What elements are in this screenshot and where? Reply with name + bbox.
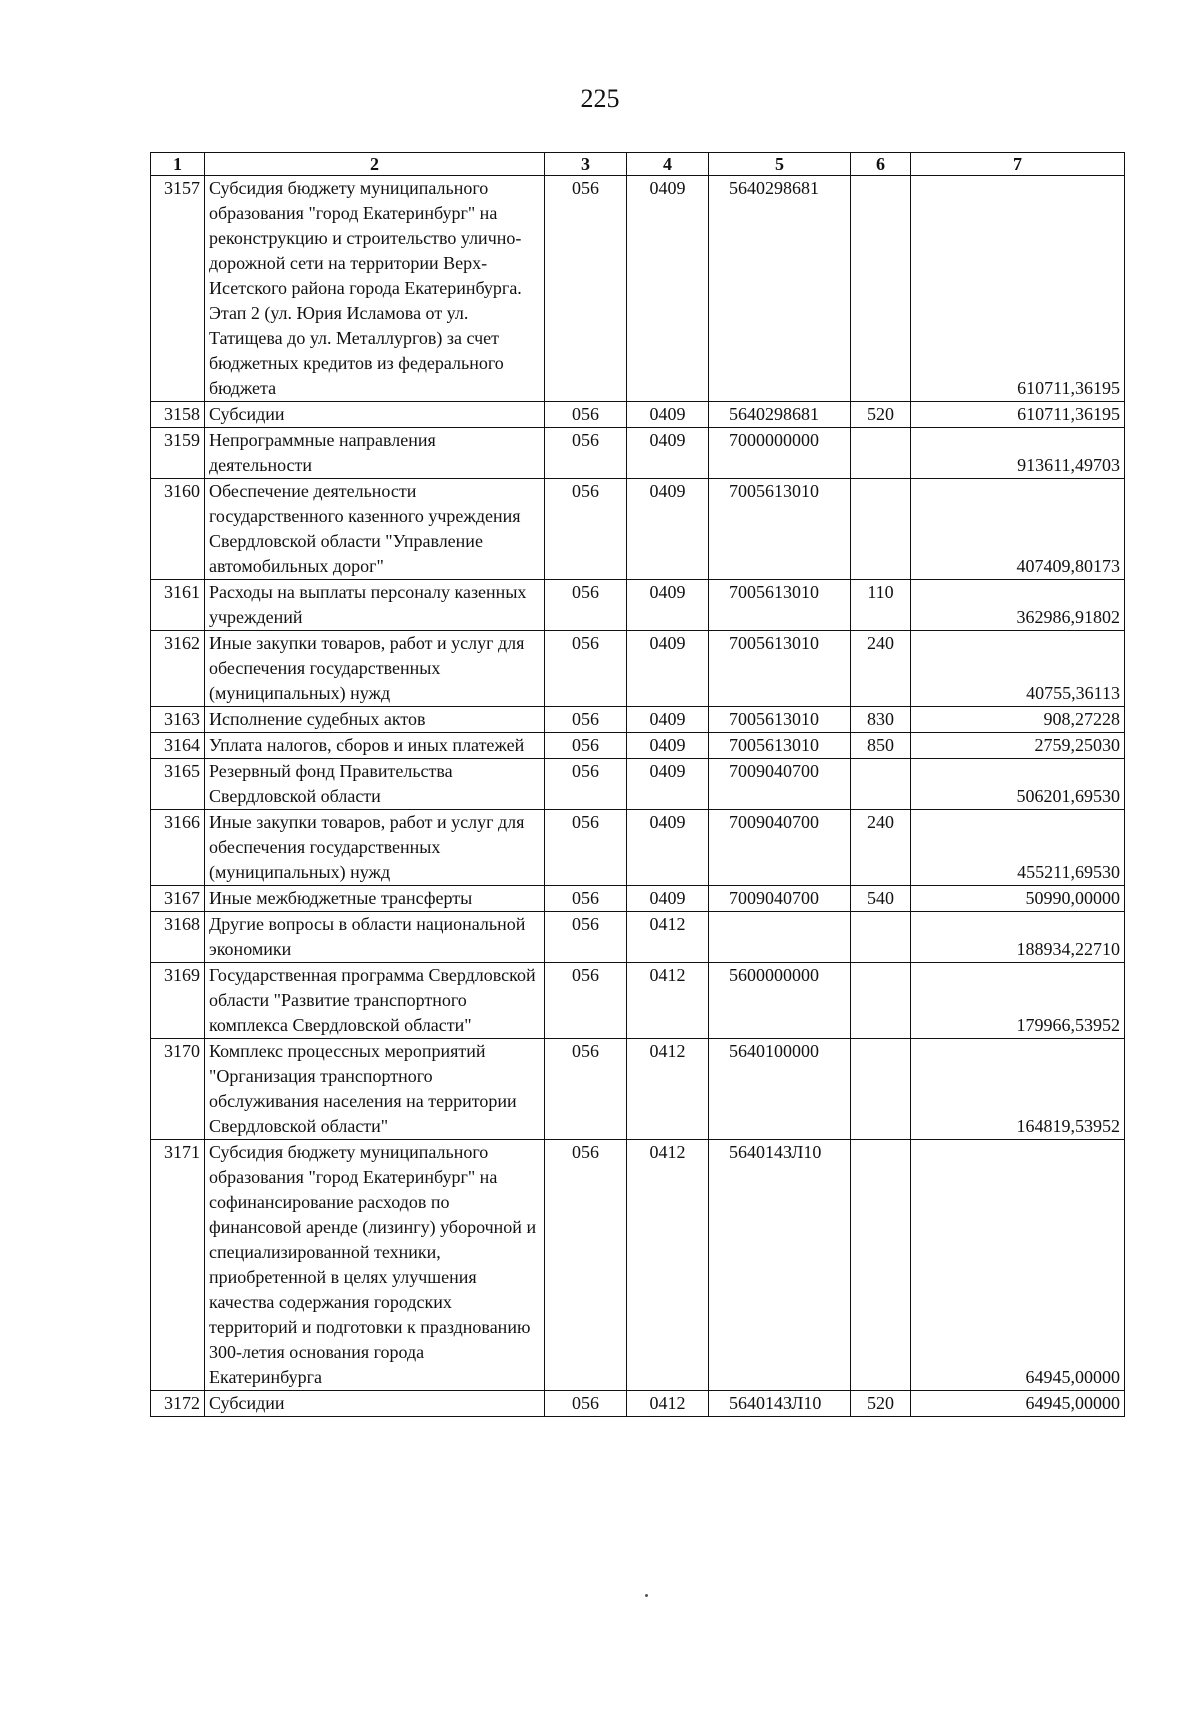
row-number-cell: 3171 <box>151 1140 205 1391</box>
amount-cell: 908,27228 <box>911 707 1125 733</box>
code-5-cell: 7009040700 <box>709 810 851 886</box>
code-5-cell: 7005613010 <box>709 631 851 707</box>
code-4-cell: 0409 <box>627 759 709 810</box>
code-3-cell: 056 <box>545 759 627 810</box>
amount-cell: 179966,53952 <box>911 963 1125 1039</box>
page-number: 225 <box>580 84 620 113</box>
row-number-cell: 3160 <box>151 479 205 580</box>
table-row <box>151 1391 1125 1417</box>
code-5-cell: 7000000000 <box>709 428 851 479</box>
col-header: 4 <box>627 153 709 176</box>
amount-cell: 610711,36195 <box>911 402 1125 428</box>
code-6-cell: 110 <box>851 580 911 631</box>
row-number-cell: 3157 <box>151 176 205 402</box>
table-row <box>151 1039 1125 1140</box>
code-5-cell <box>709 912 851 963</box>
code-6-cell: 520 <box>851 402 911 428</box>
row-name-cell: Обеспечение деятельности государственного казенного учреждения Свердловской области "Управление автомобильных дорог" <box>205 479 545 580</box>
row-number-cell: 3168 <box>151 912 205 963</box>
row-name-cell: Субсидии <box>205 1391 545 1417</box>
code-6-cell: 520 <box>851 1391 911 1417</box>
code-5-cell: 7005613010 <box>709 479 851 580</box>
table-row <box>151 631 1125 707</box>
table-row <box>151 479 1125 580</box>
col-header: 7 <box>911 153 1125 176</box>
amount-cell: 164819,53952 <box>911 1039 1125 1140</box>
row-number-cell: 3162 <box>151 631 205 707</box>
code-4-cell: 0412 <box>627 1039 709 1140</box>
row-number-cell: 3166 <box>151 810 205 886</box>
table-row <box>151 176 1125 402</box>
code-4-cell: 0412 <box>627 1140 709 1391</box>
budget-table <box>150 152 1125 1417</box>
code-4-cell: 0409 <box>627 631 709 707</box>
amount-cell: 913611,49703 <box>911 428 1125 479</box>
row-name-cell: Субсидия бюджету муниципального образования "город Екатеринбург" на реконструкцию и строительство улично-дорожной сети на территории Верх-Исетского района города Екатеринбурга. Этап 2 (ул. Юрия Исламова от ул. Татищева до ул. Металлургов) за счет бюджетных кредитов из федерального бюджета <box>205 176 545 402</box>
row-number-cell: 3169 <box>151 963 205 1039</box>
row-name-cell: Резервный фонд Правительства Свердловской области <box>205 759 545 810</box>
code-6-cell <box>851 1039 911 1140</box>
col-header: 6 <box>851 153 911 176</box>
row-number-cell: 3167 <box>151 886 205 912</box>
table-row <box>151 402 1125 428</box>
row-name-cell: Непрограммные направления деятельности <box>205 428 545 479</box>
code-3-cell: 056 <box>545 176 627 402</box>
row-name-cell: Иные закупки товаров, работ и услуг для обеспечения государственных (муниципальных) нужд <box>205 810 545 886</box>
header-row <box>151 153 1125 176</box>
row-number-cell: 3172 <box>151 1391 205 1417</box>
amount-cell: 362986,91802 <box>911 580 1125 631</box>
code-5-cell: 5640298681 <box>709 402 851 428</box>
code-6-cell <box>851 963 911 1039</box>
code-4-cell: 0409 <box>627 810 709 886</box>
code-3-cell: 056 <box>545 631 627 707</box>
stray-dot <box>645 1594 648 1597</box>
code-6-cell <box>851 912 911 963</box>
code-5-cell: 564014ЗЛ10 <box>709 1391 851 1417</box>
code-4-cell: 0409 <box>627 707 709 733</box>
code-6-cell: 240 <box>851 810 911 886</box>
code-6-cell: 540 <box>851 886 911 912</box>
code-4-cell: 0409 <box>627 176 709 402</box>
amount-cell: 40755,36113 <box>911 631 1125 707</box>
row-name-cell: Иные закупки товаров, работ и услуг для обеспечения государственных (муниципальных) нужд <box>205 631 545 707</box>
row-name-cell: Субсидия бюджету муниципального образования "город Екатеринбург" на софинансирование расходов по финансовой аренде (лизингу) уборочной и специализированной техники, приобретенной в целях улучшения качества содержания городских территорий и подготовки к празднованию 300-летия основания города Екатеринбурга <box>205 1140 545 1391</box>
code-4-cell: 0409 <box>627 886 709 912</box>
row-name-cell: Исполнение судебных актов <box>205 707 545 733</box>
code-3-cell: 056 <box>545 707 627 733</box>
code-5-cell: 564014ЗЛ10 <box>709 1140 851 1391</box>
code-6-cell: 850 <box>851 733 911 759</box>
code-3-cell: 056 <box>545 580 627 631</box>
row-name-cell: Иные межбюджетные трансферты <box>205 886 545 912</box>
code-4-cell: 0409 <box>627 479 709 580</box>
code-4-cell: 0409 <box>627 402 709 428</box>
row-number-cell: 3158 <box>151 402 205 428</box>
row-number-cell: 3165 <box>151 759 205 810</box>
table-row <box>151 707 1125 733</box>
code-6-cell <box>851 759 911 810</box>
table-row <box>151 1140 1125 1391</box>
code-4-cell: 0412 <box>627 1391 709 1417</box>
code-6-cell <box>851 1140 911 1391</box>
code-5-cell: 5600000000 <box>709 963 851 1039</box>
code-5-cell: 7009040700 <box>709 886 851 912</box>
code-6-cell <box>851 428 911 479</box>
code-4-cell: 0412 <box>627 963 709 1039</box>
code-6-cell: 830 <box>851 707 911 733</box>
code-4-cell: 0409 <box>627 580 709 631</box>
code-5-cell: 5640100000 <box>709 1039 851 1140</box>
table-row <box>151 912 1125 963</box>
row-name-cell: Государственная программа Свердловской области "Развитие транспортного комплекса Свердловской области" <box>205 963 545 1039</box>
table-row <box>151 428 1125 479</box>
code-3-cell: 056 <box>545 1140 627 1391</box>
amount-cell: 407409,80173 <box>911 479 1125 580</box>
row-name-cell: Уплата налогов, сборов и иных платежей <box>205 733 545 759</box>
code-3-cell: 056 <box>545 886 627 912</box>
col-header: 1 <box>151 153 205 176</box>
row-name-cell: Другие вопросы в области национальной экономики <box>205 912 545 963</box>
row-number-cell: 3163 <box>151 707 205 733</box>
col-header: 5 <box>709 153 851 176</box>
table-row <box>151 810 1125 886</box>
code-5-cell: 7005613010 <box>709 707 851 733</box>
code-6-cell: 240 <box>851 631 911 707</box>
code-5-cell: 7005613010 <box>709 733 851 759</box>
table-row <box>151 733 1125 759</box>
row-number-cell: 3170 <box>151 1039 205 1140</box>
amount-cell: 188934,22710 <box>911 912 1125 963</box>
code-3-cell: 056 <box>545 912 627 963</box>
row-number-cell: 3164 <box>151 733 205 759</box>
code-3-cell: 056 <box>545 810 627 886</box>
row-number-cell: 3161 <box>151 580 205 631</box>
amount-cell: 610711,36195 <box>911 176 1125 402</box>
row-name-cell: Субсидии <box>205 402 545 428</box>
col-header: 2 <box>205 153 545 176</box>
code-5-cell: 7009040700 <box>709 759 851 810</box>
table-row <box>151 759 1125 810</box>
amount-cell: 64945,00000 <box>911 1140 1125 1391</box>
code-6-cell <box>851 479 911 580</box>
amount-cell: 455211,69530 <box>911 810 1125 886</box>
code-5-cell: 7005613010 <box>709 580 851 631</box>
code-3-cell: 056 <box>545 1039 627 1140</box>
row-name-cell: Комплекс процессных мероприятий "Организация транспортного обслуживания населения на территории Свердловской области" <box>205 1039 545 1140</box>
code-6-cell <box>851 176 911 402</box>
table-row <box>151 886 1125 912</box>
code-3-cell: 056 <box>545 428 627 479</box>
amount-cell: 64945,00000 <box>911 1391 1125 1417</box>
amount-cell: 506201,69530 <box>911 759 1125 810</box>
code-3-cell: 056 <box>545 733 627 759</box>
amount-cell: 50990,00000 <box>911 886 1125 912</box>
table-row <box>151 963 1125 1039</box>
code-3-cell: 056 <box>545 1391 627 1417</box>
amount-cell: 2759,25030 <box>911 733 1125 759</box>
code-3-cell: 056 <box>545 402 627 428</box>
row-name-cell: Расходы на выплаты персоналу казенных учреждений <box>205 580 545 631</box>
code-4-cell: 0409 <box>627 428 709 479</box>
code-5-cell: 5640298681 <box>709 176 851 402</box>
table-row <box>151 580 1125 631</box>
code-4-cell: 0412 <box>627 912 709 963</box>
col-header: 3 <box>545 153 627 176</box>
code-4-cell: 0409 <box>627 733 709 759</box>
row-number-cell: 3159 <box>151 428 205 479</box>
code-3-cell: 056 <box>545 479 627 580</box>
code-3-cell: 056 <box>545 963 627 1039</box>
